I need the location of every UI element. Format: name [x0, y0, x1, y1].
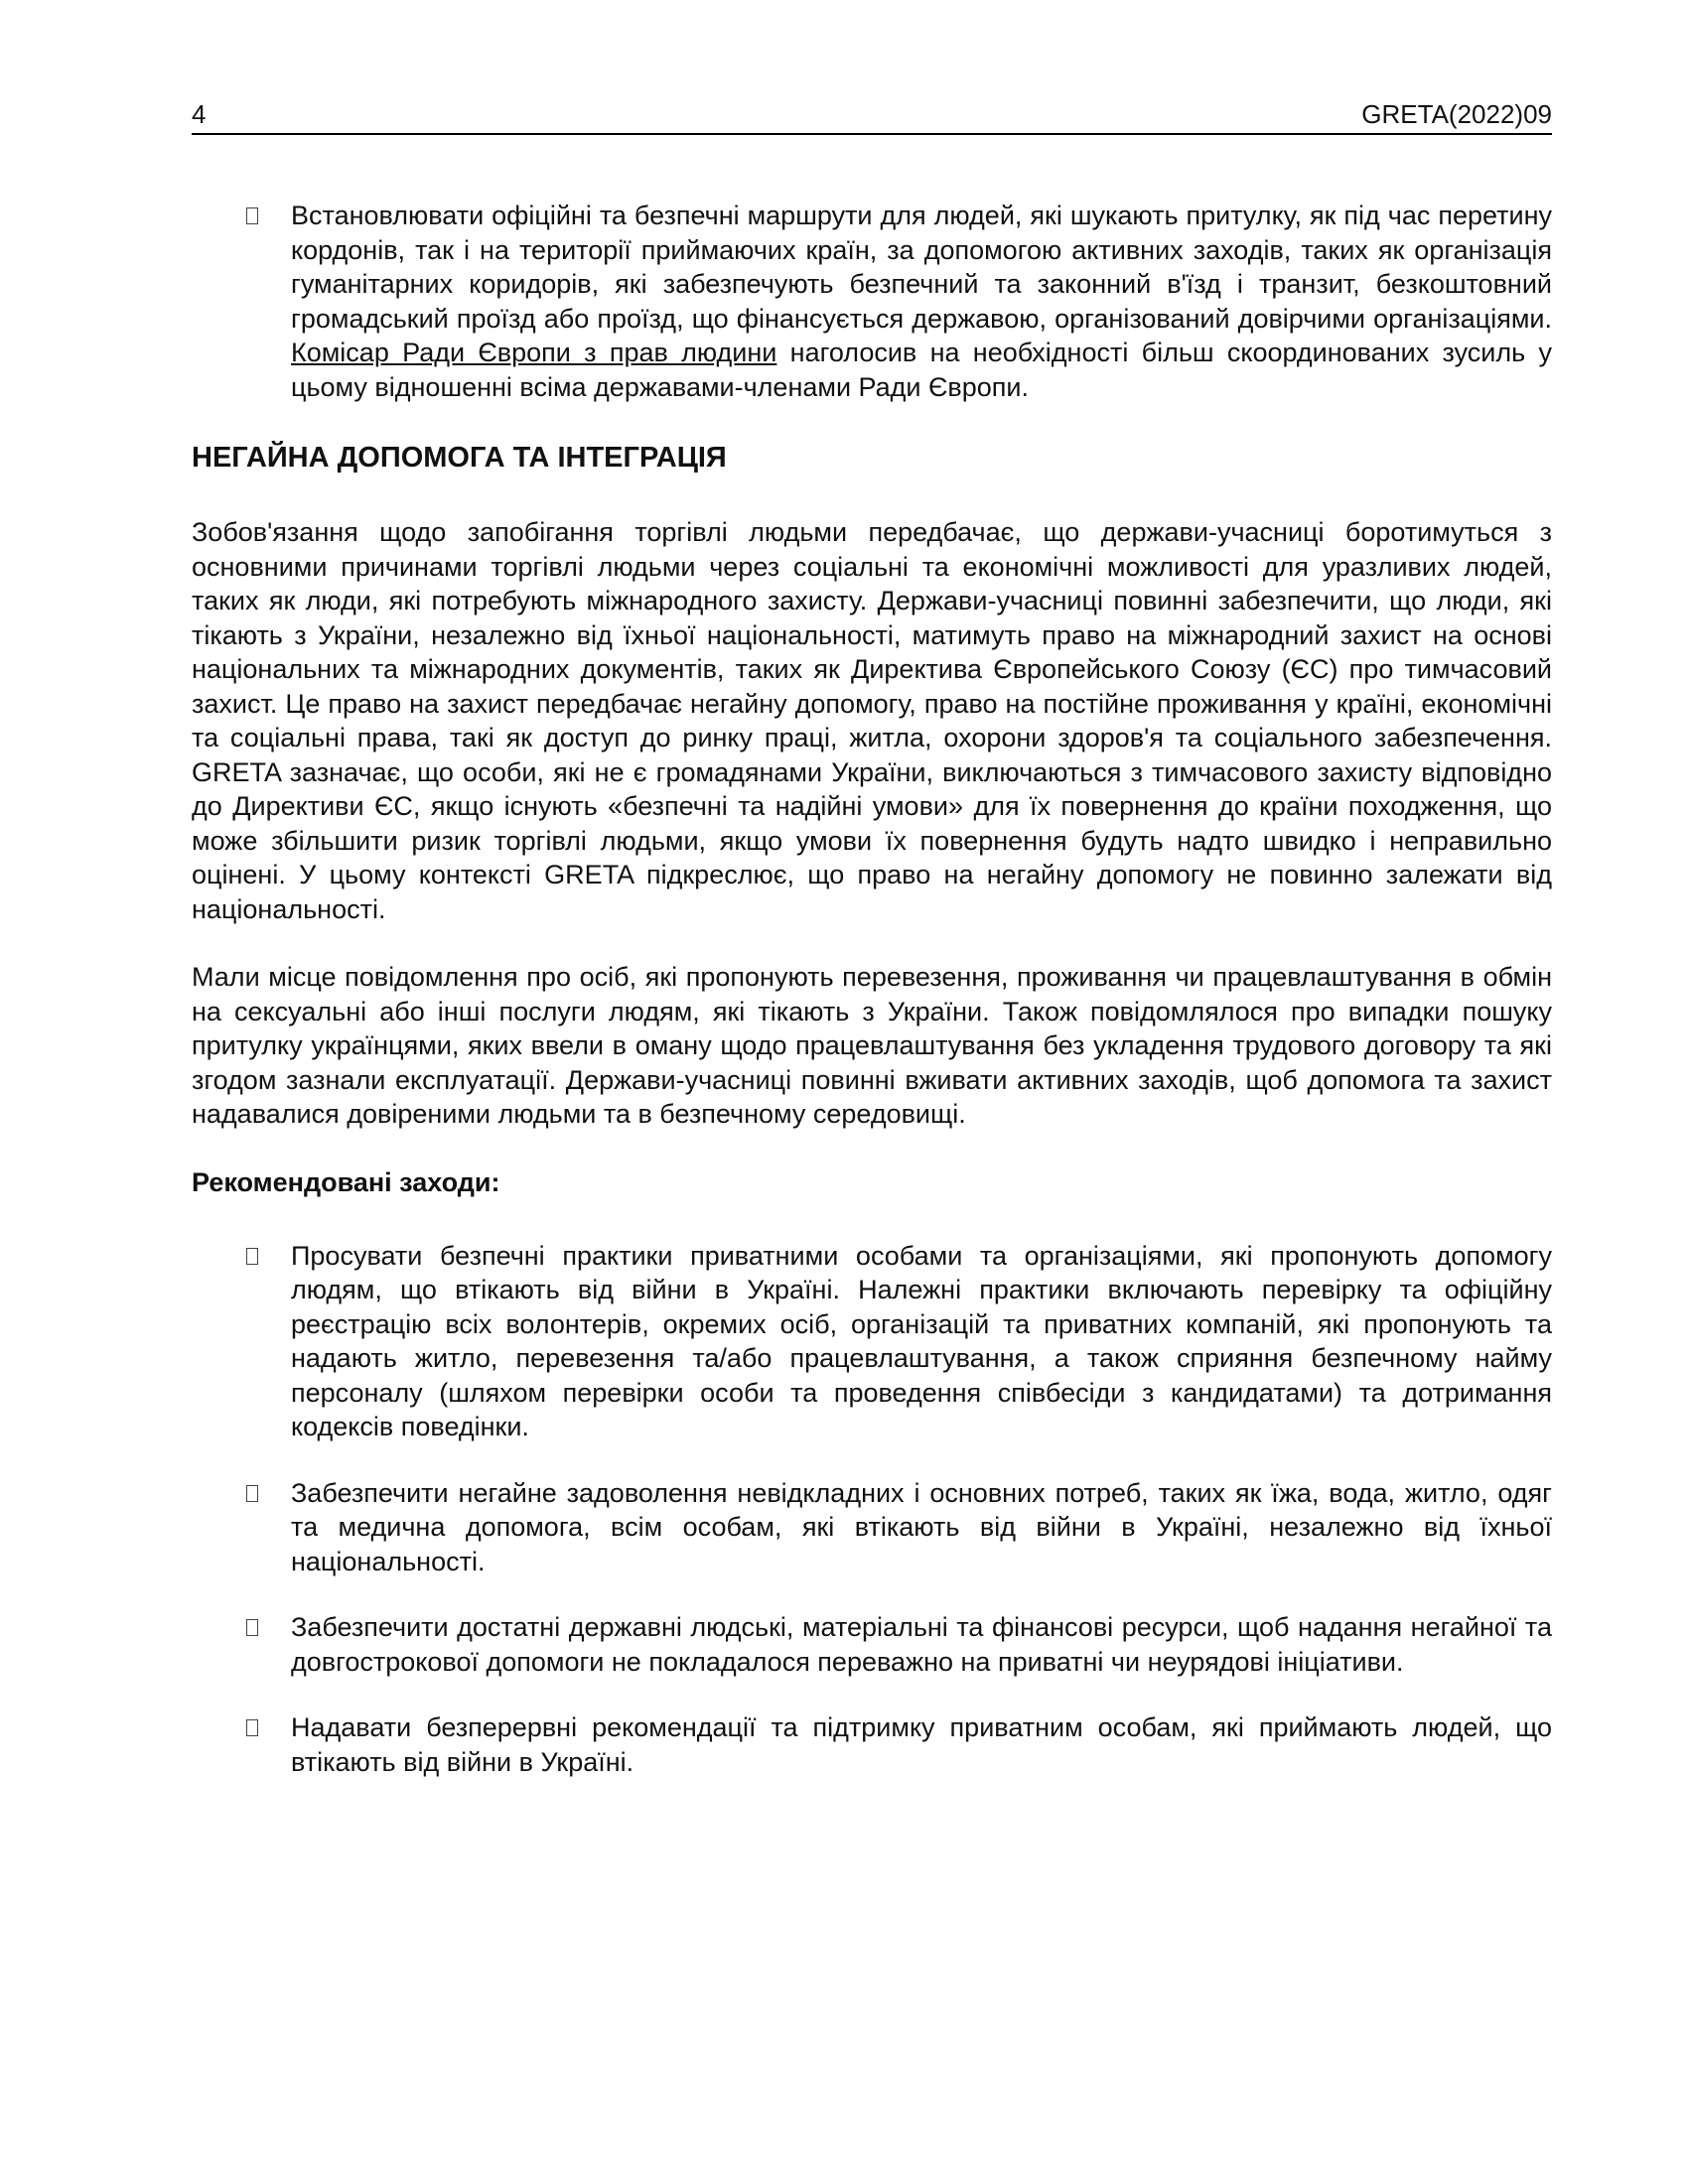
section-heading: НЕГАЙНА ДОПОМОГА ТА ІНТЕГРАЦІЯ: [192, 442, 727, 474]
bullet-box-icon: [246, 207, 258, 224]
bullet-box-icon: [246, 1485, 258, 1502]
recommendation-bullet: [192, 1239, 1552, 1444]
bullet-text: Просувати безпечні практики приватними особами та організаціями, які пропонують допомогу людям, що втікають від війни в Україні. Належні практики включають перевірку та офіційну реєстрацію всіх волонтерів, окремих осіб, організацій та приватних компаній, які пропонують та надають житло, перевезення та/або працевлаштування, а також сприяння безпечному найму персоналу (шляхом перевірки особи та проведення співбесіди з кандидатами) та дотримання кодексів поведінки.: [291, 1240, 1552, 1441]
commissioner-human-rights-link[interactable]: Комісар Ради Європи з прав людини: [291, 338, 777, 367]
recommendation-bullet: [192, 1610, 1552, 1679]
page-body: [192, 199, 1552, 1811]
bullet-box-icon: [246, 1619, 258, 1636]
recommended-measures-heading: Рекомендовані заходи:: [192, 1166, 500, 1197]
recommendation-bullet: [192, 1710, 1552, 1779]
document-code: GRETA(2022)09: [1361, 99, 1552, 129]
bullet-text: Забезпечити достатні державні людські, матеріальні та фінансові ресурси, щоб надання негайної та довгострокової допомоги не покладалося переважно на приватні чи неурядові ініціативи.: [291, 1612, 1552, 1677]
bullet-box-icon: [246, 1719, 258, 1736]
bullet-text: Встановлювати офіційні та безпечні маршрути для людей, які шукають притулку, як під час перетину кордонів, так і на території приймаючих країн, за допомогою активних заходів, таких як організація гуманітарних коридорів, які забезпечують безпечний та законний в'їзд і транзит, безкоштовний громадський проїзд або проїзд, що фінансується державою, організований довірчими організаціями.: [291, 201, 1552, 334]
bullet-text: Забезпечити негайне задоволення невідкладних і основних потреб, таких як їжа, вода, житло, одяг та медична допомога, всім особам, які втікають від війни в Україні, незалежно від їхньої національності.: [291, 1477, 1552, 1576]
page-header: [192, 99, 1552, 135]
bullet-text: Надавати безперервні рекомендації та підтримку приватним особам, які приймають людей, що втікають від війни в Україні.: [291, 1712, 1552, 1777]
recommendation-bullet-safe-routes: [192, 199, 1552, 404]
bullet-text-continued: наголосив на необхідності більш скоординованих зусиль у цьому відношенні всіма державами-членами Ради Європи.: [291, 338, 1552, 402]
bullet-box-icon: [246, 1248, 258, 1265]
body-paragraph: Зобов'язання щодо запобігання торгівлі людьми передбачає, що держави-учасниці боротимуться з основними причинами торгівлі людьми через соціальні та економічні можливості для уразливих людей, таких як люди, які потребують міжнародного захисту. Держави-учасниці повинні забезпечити, що люди, які тікають з України, незалежно від їхньої національності, матимуть право на міжнародний захист на основі національних та міжнародних документів, таких як Директива Європейського Союзу (ЄС) про тимчасовий захист. Це право на захист передбачає негайну допомогу, право на постійне проживання у країні, економічні та соціальні права, такі як доступ до ринку праці, житла, охорони здоров'я та соціального забезпечення. GRETA зазначає, що особи, які не є громадянами України, виключаються з тимчасового захисту відповідно до Директиви ЄС, якщо існують «безпечні та надійні умови» для їх повернення до країни походження, що може збільшити ризик торгівлі людьми, якщо умови їх повернення будуть надто швидко і неправильно оцінені. У цьому контексті GRETA підкреслює, що право на негайну допомогу не повинно залежати від національності.: [192, 517, 1552, 924]
page-number: 4: [192, 99, 207, 129]
recommendation-bullet: [192, 1476, 1552, 1579]
body-paragraph: Мали місце повідомлення про осіб, які пропонують перевезення, проживання чи працевлаштування в обмін на сексуальні або інші послуги людям, які тікають з України. Також повідомлялося про випадки пошуку притулку українцями, яких ввели в оману щодо працевлаштування без укладення трудового договору та які згодом зазнали експлуатації. Держави-учасниці повинні вживати активних заходів, щоб допомога та захист надавалися довіреними людьми та в безпечному середовищі.: [192, 962, 1552, 1129]
